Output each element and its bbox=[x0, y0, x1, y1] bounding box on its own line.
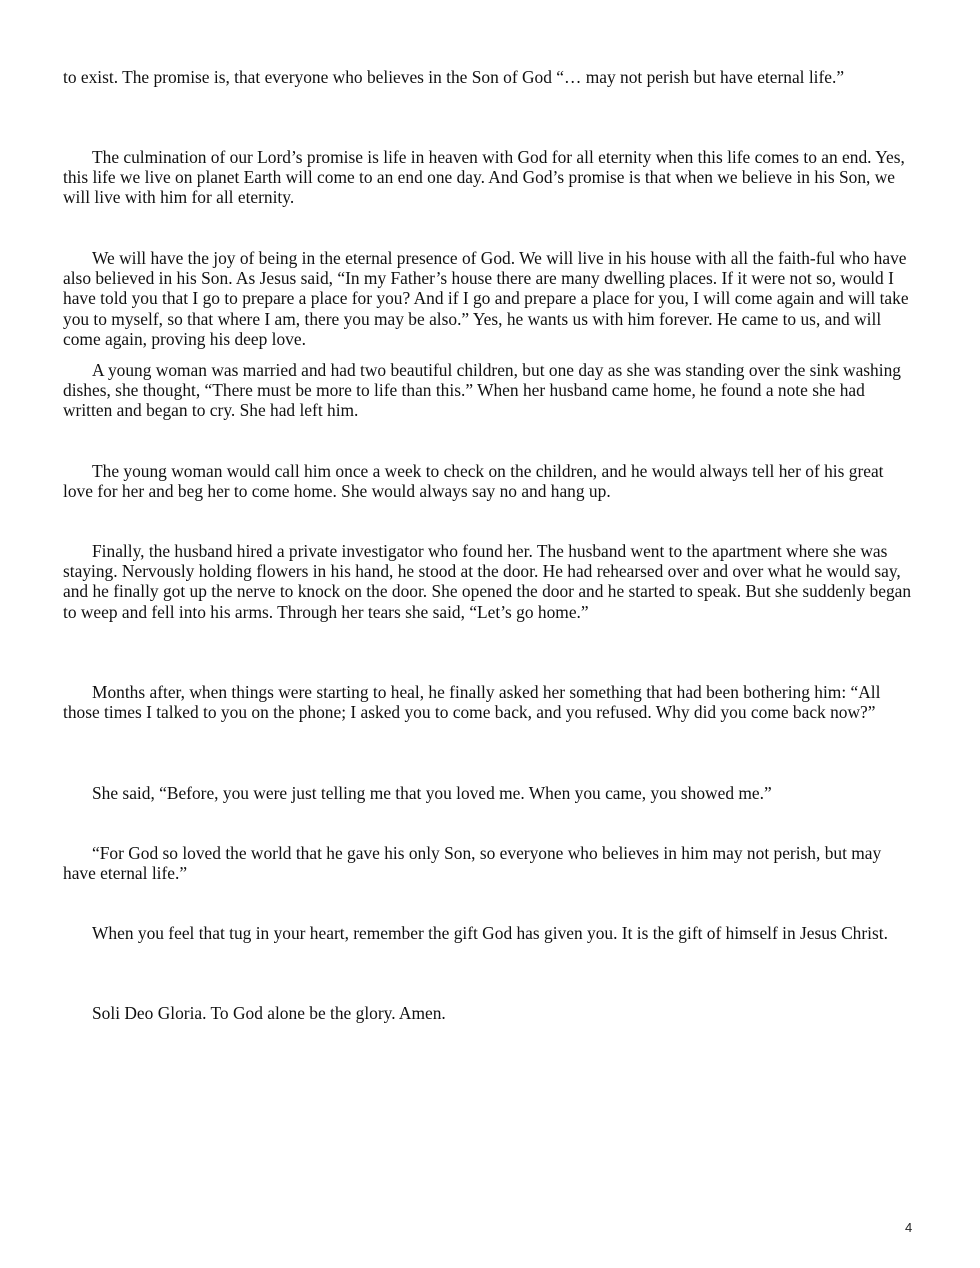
paragraph-9: “For God so loved the world that he gave his only Son, so everyone who believes in him may not perish, but may have eternal life.” bbox=[63, 843, 882, 884]
paragraph-11: Soli Deo Gloria. To God alone be the glory. Amen. bbox=[92, 1003, 446, 1023]
paragraph-2: The culmination of our Lord’s promise is life in heaven with God for all eternity when this life comes to an end. Yes, this life we live on planet Earth will come to an end one day. And God’s promise is that when we believe in his Son, we will live with him for all eternity. bbox=[63, 147, 905, 208]
paragraph-3: We will have the joy of being in the eternal presence of God. We will live in his house with all the faith-ful who have also believed in his Son. As Jesus said, “In my Father’s house there are many dwelling places. If it were not so, would I have told you that I go to prepare a place for you? And if I go and prepare a place for you, I will come again and will take you to myself, so that where I am, there you may be also.” Yes, he wants us with him forever. He came to us, and will come again, proving his deep love. bbox=[63, 248, 909, 349]
paragraph-5: The young woman would call him once a week to check on the children, and he would always tell her of his great love for her and beg her to come home. She would always say no and hang up. bbox=[63, 461, 884, 502]
paragraph-4: A young woman was married and had two beautiful children, but one day as she was standing over the sink washing dishes, she thought, “There must be more to life than this.” When her husband came home, he found a note she had written and began to cry. She had left him. bbox=[63, 360, 901, 421]
paragraph-7: Months after, when things were starting to heal, he finally asked her something that had been bothering him: “All those times I talked to you on the phone; I asked you to come back, and you refused. Why did you come back now?” bbox=[63, 682, 881, 723]
paragraph-10: When you feel that tug in your heart, remember the gift God has given you. It is the gift of himself in Jesus Christ. bbox=[92, 923, 888, 943]
paragraph-6: Finally, the husband hired a private investigator who found her. The husband went to the apartment where she was staying. Nervously holding flowers in his hand, he stood at the door. He had rehearsed over and over what he would say, and he finally got up the nerve to knock on the door. She opened the door and he started to speak. But she suddenly began to weep and fell into his arms. Through her tears she said, “Let’s go home.” bbox=[63, 541, 912, 622]
paragraph-8: She said, “Before, you were just telling me that you loved me. When you came, you showed me.” bbox=[92, 783, 772, 803]
page-number: 4 bbox=[905, 1220, 913, 1235]
paragraph-1: to exist. The promise is, that everyone who believes in the Son of God “… may not perish but have eternal life.” bbox=[63, 67, 845, 87]
